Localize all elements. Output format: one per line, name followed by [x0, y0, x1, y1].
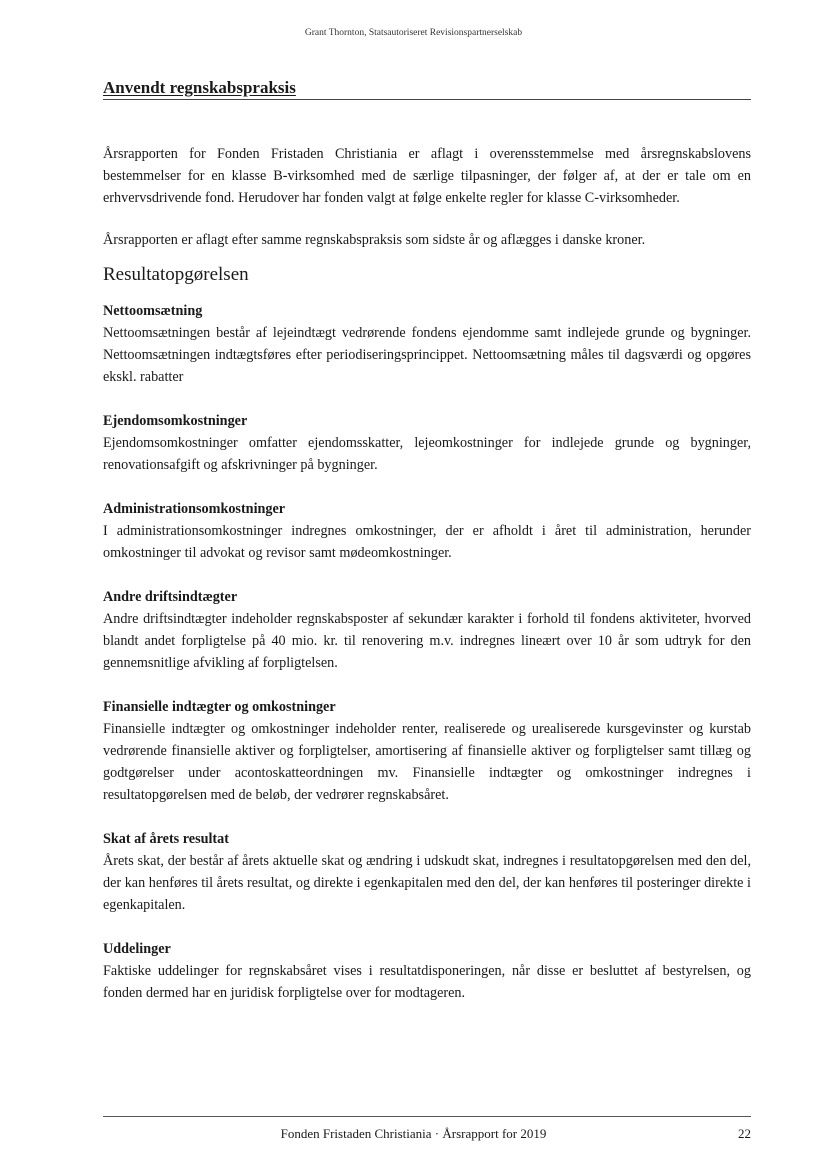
page-title-text: Anvendt regnskabspraksis — [103, 78, 296, 97]
section-heading: Nettoomsætning — [103, 303, 203, 319]
section-body: Faktiske uddelinger for regnskabsåret vises i resultatdisponeringen, når disse er besluttet af bestyrelsen, og fonden dermed har en juridisk forpligtelse over for modtageren. — [103, 963, 751, 1001]
section-heading: Administrationsomkostninger — [103, 501, 286, 517]
section-ejendomsomkostninger — [103, 410, 751, 476]
section-skat — [103, 828, 751, 916]
section-heading: Finansielle indtægter og omkostninger — [103, 699, 336, 715]
section-body: Finansielle indtægter og omkostninger indeholder renter, realiserede og urealiserede kursgevinster og kurstab vedrørende finansielle aktiver og forpligtelser, amortisering af finansielle aktiver og forpligtelser samt tillæg og godtgørelser under acontoskatteordningen mv. Finansielle indtægter og omkostninger indregnes i resultatopgørelsen med de beløb, der vedrører regnskabsåret. — [103, 721, 751, 803]
page-header: Grant Thornton, Statsautoriseret Revisionspartnerselskab — [304, 28, 523, 38]
page-number: 22 — [738, 1126, 751, 1141]
section-administrationsomkostninger — [103, 498, 751, 564]
section-title: Resultatopgørelsen — [103, 264, 249, 285]
section-heading: Ejendomsomkostninger — [103, 413, 248, 429]
page-title — [103, 78, 751, 100]
section-nettoomsaetning — [103, 300, 751, 388]
section-heading: Andre driftsindtægter — [103, 589, 238, 605]
intro-paragraph-1: Årsrapporten for Fonden Fristaden Christiania er aflagt i overensstemmelse med årsregnskabslovens bestemmelser for en klasse B-virksomhed med de særlige tilpasninger, der følger af, at der er tale om en erhvervsdrivende fond. Herudover har fonden valgt at følge enkelte regler for klasse C-virksomheder. — [103, 146, 751, 206]
section-heading: Skat af årets resultat — [103, 831, 229, 847]
section-uddelinger — [103, 938, 751, 1004]
intro-paragraph-2: Årsrapporten er aflagt efter samme regnskabspraksis som sidste år og aflægges i danske kroner. — [103, 232, 646, 248]
footer-text: Fonden Fristaden Christiania · Årsrapport for 2019 — [280, 1126, 547, 1141]
section-body: Årets skat, der består af årets aktuelle skat og ændring i udskudt skat, indregnes i resultatopgørelsen med den del, der kan henføres til årets resultat, og direkte i egenkapitalen med den del, der kan henføres til posteringer direkte i egenkapitalen. — [103, 853, 751, 913]
section-body: Nettoomsætningen består af lejeindtægt vedrørende fondens ejendomme samt indlejede grunde og bygninger. Nettoomsætningen indtægtsføres efter periodiseringsprincippet. Nettoomsætning måles til dagsværdi og opgøres ekskl. rabatter — [103, 325, 751, 385]
section-finansielle-poster — [103, 696, 751, 806]
section-heading: Uddelinger — [103, 941, 171, 957]
document-body — [103, 143, 751, 1026]
section-body: Ejendomsomkostninger omfatter ejendomsskatter, lejeomkostninger for indlejede grunde og bygninger, renovationsafgift og afskrivninger på bygninger. — [103, 435, 751, 473]
section-andre-driftsindtaegter — [103, 586, 751, 674]
section-body: I administrationsomkostninger indregnes omkostninger, der er afholdt i året til administration, herunder omkostninger til advokat og revisor samt mødeomkostninger. — [103, 523, 751, 561]
section-body: Andre driftsindtægter indeholder regnskabsposter af sekundær karakter i forhold til fondens aktiviteter, hvorved blandt andet forpligtelse på 40 mio. kr. til renovering m.v. indregnes lineært over 10 år som udtryk for den gennemsnitlige afvikling af forpligtelsen. — [103, 611, 751, 671]
footer-divider — [103, 1116, 751, 1117]
